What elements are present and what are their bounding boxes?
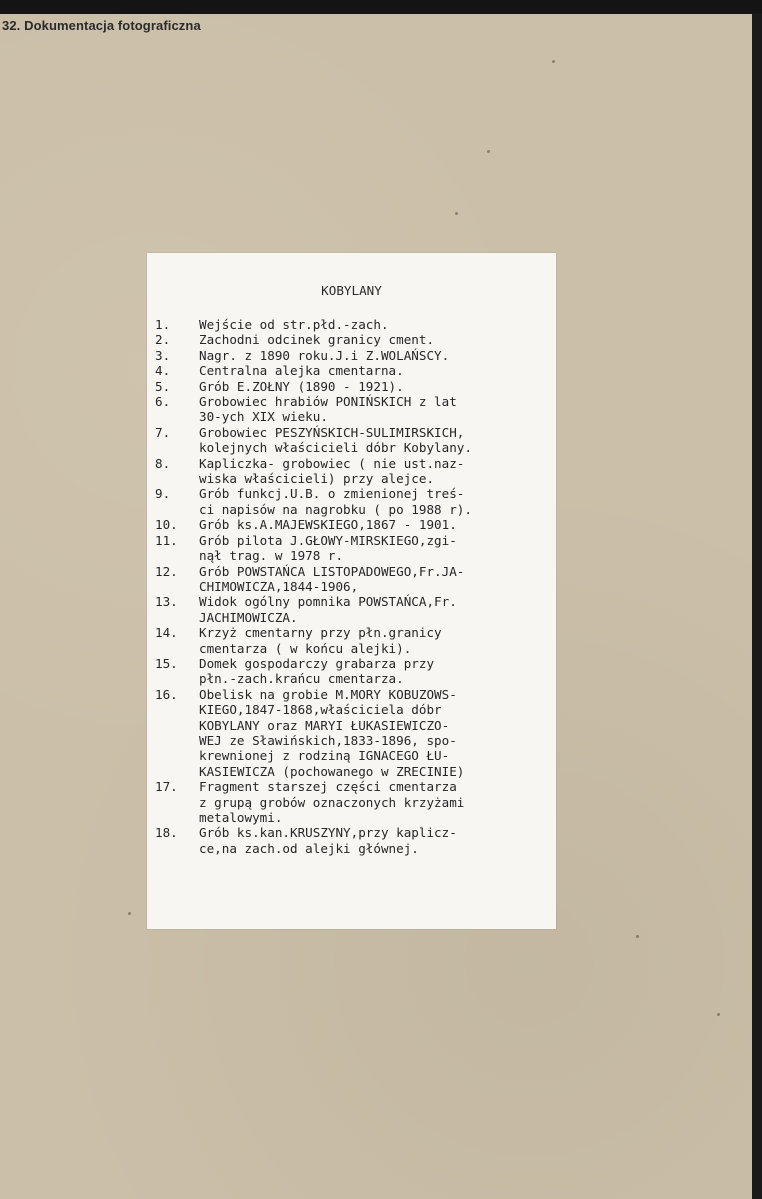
paper-speck: [552, 60, 555, 63]
item-text: Obelisk na grobie M.MORY KOBUZOWS- KIEGO,1847-1868,właściciela dóbr KOBYLANY oraz MARYI ŁUKASIEWICZO- WEJ ze Sławińskich,1833-1896, spo- krewnionej z rodziną IGNACEGO ŁU- KASIEWICZA (pochowanego w ZRECINIE): [199, 686, 465, 779]
page-header: 32. Dokumentacja fotograficzna: [2, 18, 201, 33]
list-item: [155, 517, 555, 532]
item-text: Zachodni odcinek granicy cment.: [199, 332, 435, 348]
list-item: [155, 394, 555, 425]
photo-list: [155, 317, 555, 856]
item-number: 18.: [155, 825, 178, 841]
item-number: 14.: [155, 625, 178, 641]
item-number: 13.: [155, 594, 178, 610]
photo-index-card: [147, 253, 556, 929]
item-text: Krzyż cmentarny przy płn.granicy cmentarza ( w końcu alejki).: [199, 625, 442, 656]
list-item: [155, 687, 555, 779]
item-number: 9.: [155, 486, 171, 502]
item-text: Fragment starszej części cmentarza z grupą grobów oznaczonych krzyżami metalowymi.: [199, 779, 465, 825]
item-number: 5.: [155, 378, 171, 394]
item-number: 11.: [155, 532, 178, 548]
item-text: Nagr. z 1890 roku.J.i Z.WOLAŃSCY.: [199, 347, 450, 363]
list-item: [155, 456, 555, 487]
item-number: 4.: [155, 363, 171, 379]
list-item: [155, 486, 555, 517]
item-number: 16.: [155, 686, 178, 702]
item-number: 3.: [155, 347, 171, 363]
item-number: 8.: [155, 455, 171, 471]
item-text: Grób ks.A.MAJEWSKIEGO,1867 - 1901.: [199, 517, 457, 533]
list-item: [155, 425, 555, 456]
list-item: [155, 594, 555, 625]
list-item: [155, 348, 555, 363]
item-text: Wejście od str.płd.-zach.: [199, 317, 389, 332]
item-text: Centralna alejka cmentarna.: [199, 363, 404, 379]
item-number: 10.: [155, 517, 178, 533]
page-edge: [752, 14, 762, 1199]
item-text: Kapliczka- grobowiec ( nie ust.naz- wiska właścicieli) przy alejce.: [199, 455, 465, 487]
item-number: 6.: [155, 394, 171, 410]
list-item: [155, 363, 555, 378]
paper-speck: [717, 1013, 720, 1016]
item-number: 15.: [155, 655, 178, 671]
item-text: Grób POWSTAŃCA LISTOPADOWEGO,Fr.JA- CHIMOWICZA,1844-1906,: [199, 563, 465, 594]
list-item: [155, 332, 555, 347]
paper-speck: [636, 935, 639, 938]
paper-speck: [128, 912, 131, 915]
item-number: 7.: [155, 424, 171, 440]
item-text: Grobowiec hrabiów PONIŃSKICH z lat 30-ych XIX wieku.: [199, 394, 457, 425]
item-number: 2.: [155, 332, 171, 348]
item-text: Grób pilota J.GŁOWY-MIRSKIEGO,zgi- nął trag. w 1978 r.: [199, 532, 457, 564]
list-item: [155, 825, 555, 856]
item-text: Grobowiec PESZYŃSKICH-SULIMIRSKICH, kolejnych właścicieli dóbr Kobylany.: [199, 424, 472, 456]
item-text: Grób E.ZOŁNY (1890 - 1921).: [199, 378, 404, 394]
list-item: [155, 379, 555, 394]
list-item: [155, 625, 555, 656]
list-item: [155, 533, 555, 564]
list-item: [155, 564, 555, 595]
item-number: 17.: [155, 779, 178, 795]
item-number: 1.: [155, 317, 171, 332]
card-title: KOBYLANY: [321, 283, 382, 298]
list-item: [155, 317, 555, 332]
item-number: 12.: [155, 563, 178, 579]
item-text: Domek gospodarczy grabarza przy płn.-zach.krańcu cmentarza.: [199, 655, 435, 687]
paper-speck: [455, 212, 458, 215]
list-item: [155, 779, 555, 825]
paper-speck: [487, 150, 490, 153]
list-item: [155, 656, 555, 687]
item-text: Grób ks.kan.KRUSZYNY,przy kaplicz- ce,na zach.od alejki głównej.: [199, 825, 457, 856]
item-text: Widok ogólny pomnika POWSTAŃCA,Fr. JACHIMOWICZA.: [199, 594, 457, 625]
item-text: Grób funkcj.U.B. o zmienionej treś- ci napisów na nagrobku ( po 1988 r).: [199, 486, 472, 517]
